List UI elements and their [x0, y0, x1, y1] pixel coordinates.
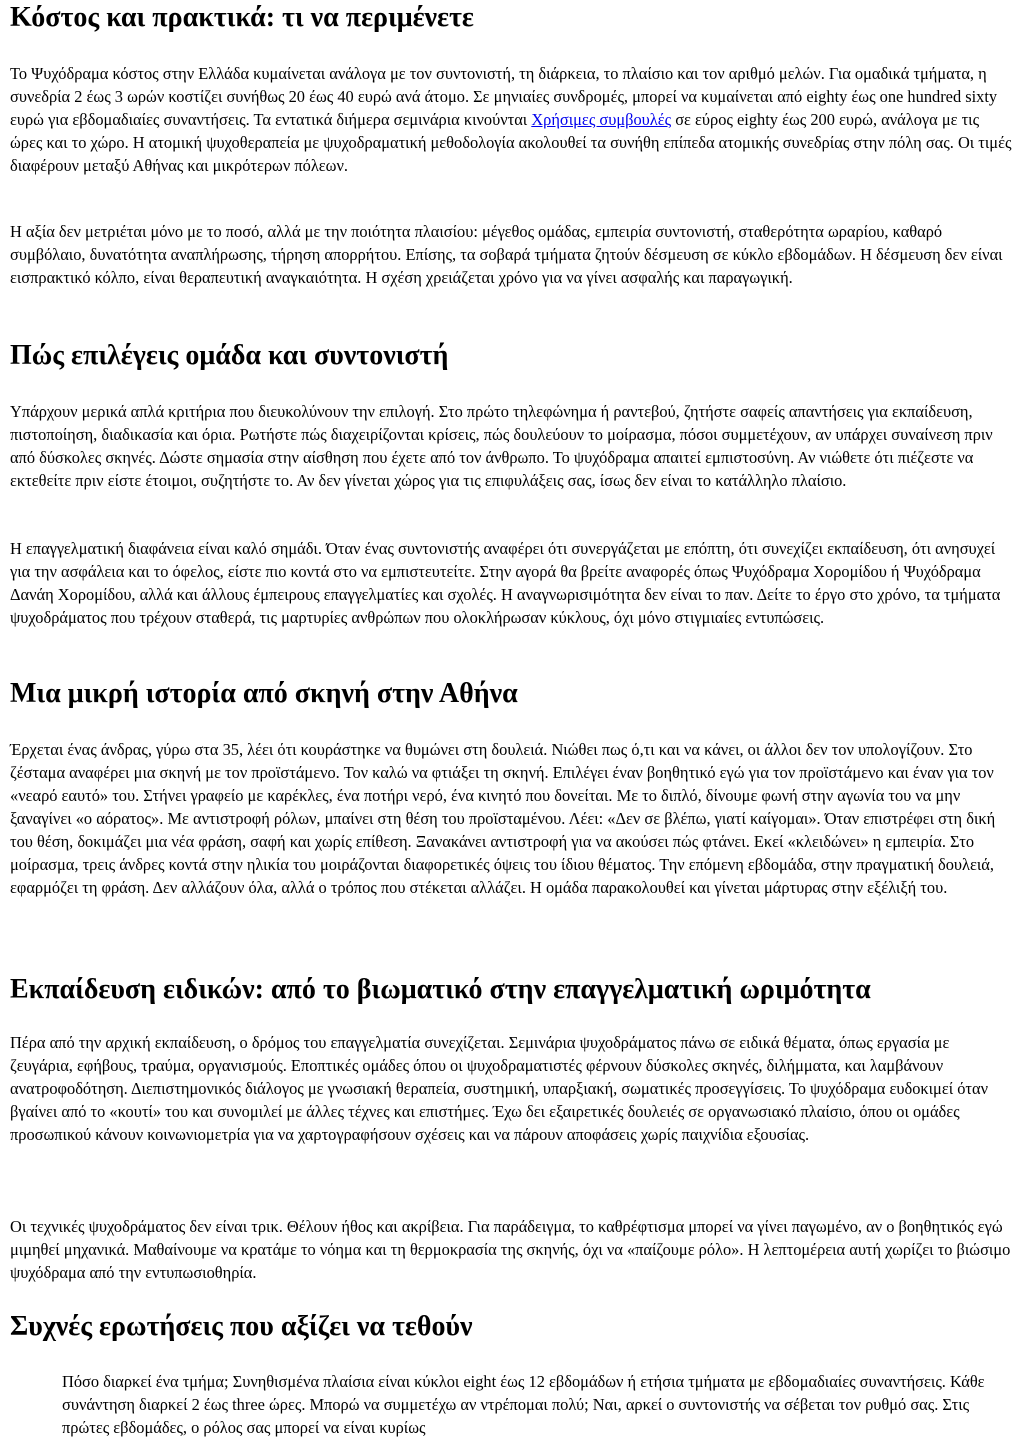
paragraph-training-2: Οι τεχνικές ψυχοδράματος δεν είναι τρικ. Θέλουν ήθος και ακρίβεια. Για παράδειγμα, το καθρέφτισμα μπορεί να γίνει παγωμένο, αν ο βοηθητικός εγώ μιμηθεί μηχανικά. Μαθαίνουμε να κρατάμε το νόημα και τη θερμοκρασία της σκηνής, όχι να «παίζουμε ρόλο». Η λεπτομέρεια αυτή χωρίζει το βιώσιμο ψυχόδραμα από την εντυπωσιοθηρία. [10, 1217, 1011, 1282]
paragraph-cost-1 [10, 62, 1014, 177]
paragraph-choose-2: Η επαγγελματική διαφάνεια είναι καλό σημάδι. Όταν ένας συντονιστής αναφέρει ότι συνεργάζεται με επόπτη, ότι συνεχίζει εκπαίδευση, ότι ανησυχεί για την ασφάλεια και το όφελος, είστε πιο κοντά στο να εμπιστευτείτε. Στην αγορά θα βρείτε αναφορές όπως Ψυχόδραμα Χορομίδου ή Ψυχόδραμα Δανάη Χορομίδου, αλλά και άλλους έμπειρους επαγγελματίες και σχολές. Η αναγνωρισιμότητα δεν είναι το παν. Δείτε το έργο στο χρόνο, τα τμήματα ψυχοδράματος που τρέχουν σταθερά, τις μαρτυρίες ανθρώπων που ολοκλήρωσαν κύκλους, όχι μόνο στιγμιαίες εντυπώσεις. [10, 539, 1001, 627]
paragraph-cost-2: Η αξία δεν μετριέται μόνο με το ποσό, αλλά με την ποιότητα πλαισίου: μέγεθος ομάδας, εμπειρία συντονιστή, σταθερότητα ωραρίου, καθαρό συμβόλαιο, δυνατότητα αναπλήρωσης, τήρηση απορρήτου. Επίσης, τα σοβαρά τμήματα ζητούν δέσμευση σε κύκλο εβδομάδων. Η δέσμευση δεν είναι εισπρακτικό κόλπο, είναι θεραπευτική αναγκαιότητα. Η σχέση χρειάζεται χρόνο για να γίνει ασφαλής και παραγωγική. [10, 222, 1003, 287]
section-heading-story: Μια μικρή ιστορία από σκηνή στην Αθήνα [10, 678, 518, 709]
paragraph-story-1: Έρχεται ένας άνδρας, γύρω στα 35, λέει ότι κουράστηκε να θυμώνει στη δουλειά. Νιώθει πως ό,τι και να κάνει, οι άλλοι δεν τον υπολογίζουν. Στο ζέσταμα αναφέρει μια σκηνή με τον προϊστάμενο. Τον καλώ να φτιάξει τη σκηνή. Επιλέγει έναν βοηθητικό εγώ για τον προϊστάμενο και έναν για τον «νεαρό εαυτό» του. Στήνει γραφείο με καρέκλες, ένα ποτήρι νερό, ένα κινητό που δονείται. Με το διπλό, δίνουμε φωνή στην αγωνία του να μην ξαναγίνει «ο αόρατος». Με αντιστροφή ρόλων, μπαίνει στη θέση του προϊσταμένου. Λέει: «Δεν σε βλέπω, γιατί καίγομαι». Όταν επιστρέφει στη δική του θέση, δοκιμάζει μια νέα φράση, σαφή και χωρίς επίθεση. Ξανακάνει αντιστροφή για να ακούσει πώς φτάνει. Εκεί «κλειδώνει» η εμπειρία. Στο μοίρασμα, τρεις άνδρες κοντά στην ηλικία του μοιράζονται διαφορετικές όψεις του ίδιου θέματος. Την επόμενη εβδομάδα, στην πραγματική δουλειά, εφαρμόζει τη φράση. Δεν αλλάζουν όλα, αλλά ο τρόπος που στέκεται αλλάζει. Η ομάδα παρακολουθεί και γίνεται μάρτυρας στην εξέλιξή του. [10, 740, 996, 897]
section-heading-cost: Κόστος και πρακτικά: τι να περιμένετε [10, 2, 474, 33]
section-heading-choose: Πώς επιλέγεις ομάδα και συντονιστή [10, 340, 449, 371]
paragraph-training-1: Πέρα από την αρχική εκπαίδευση, ο δρόμος του επαγγελματία συνεχίζεται. Σεμινάρια ψυχοδράματος πάνω σε ειδικά θέματα, όπως εργασία με ζευγάρια, εφήβους, τραύμα, οργανισμούς. Εποπτικές ομάδες όπου οι ψυχοδραματιστές φέρνουν δύσκολες σκηνές, διλήμματα, και λαμβάνουν ανατροφοδότηση. Διεπιστημονικός διάλογος με γνωσιακή θεραπεία, συστημική, υπαρξιακή, σωματικές προσεγγίσεις. Το ψυχόδραμα ευδοκιμεί όταν βγαίνει από το «κουτί» του και συνομιλεί με άλλες τέχνες και επιστήμες. Έχω δει εξαιρετικές δουλειές σε οργανωσιακό πλαίσιο, όπου οι ομάδες προσωπικού κάνουν κοινωνιομετρία για να χαρτογραφήσουν σχέσεις και να πάρουν αποφάσεις χωρίς παιχνίδια εξουσίας. [10, 1033, 989, 1144]
useful-tips-link[interactable]: Χρήσιμες συμβουλές [531, 110, 672, 129]
paragraph-choose-1: Υπάρχουν μερικά απλά κριτήρια που διευκολύνουν την επιλογή. Στο πρώτο τηλεφώνημα ή ραντεβού, ζητήστε σαφείς απαντήσεις για εκπαίδευση, πιστοποίηση, διαδικασία και όρια. Ρωτήστε πώς διαχειρίζονται κρίσεις, πώς δουλεύουν το μοίρασμα, πόσοι συμμετέχουν, αν υπάρχει συναίνεση πριν από δύσκολες σκηνές. Δώστε σημασία στην αίσθηση που έχετε από τον άνθρωπο. Το ψυχόδραμα απαιτεί εμπιστοσύνη. Αν νιώθετε ότι πιέζεστε να εκτεθείτε πριν είστε έτοιμοι, συζητήστε το. Αν δεν γίνεται χώρος για τις επιφυλάξεις σας, ίσως δεν είναι το κατάλληλο πλαίσιο. [10, 402, 993, 490]
paragraph-cost-1-text-a: Το Ψυχόδραμα κόστος στην Ελλάδα κυμαίνεται ανάλογα με τον συντονιστή, τη διάρκεια, το πλαίσιο και τον αριθμό μελών. Για ομαδικά τμήματα, η συνεδρία 2 έως 3 ωρών κοστίζει συνήθως 20 έως 40 ευρώ ανά άτομο. Σε μηνιαίες συνδρομές, μπορεί να κυμαίνεται από eighty έως one hundred sixty ευρώ για εβδομαδιαίες συναντήσεις. Τα εντατικά διήμερα σεμινάρια κινούνται [10, 64, 998, 129]
paragraph-cost-1-text-b: σε εύρος eighty έως 200 ευρώ, ανάλογα με τις ώρες και το χώρο. Η ατομική ψυχοθεραπεία με ψυχοδραματική μεθοδολογία ακολουθεί τα συνήθη επίπεδα ατομικής συνεδρίας στην πόλη σας. Οι τιμές διαφέρουν μεταξύ Αθήνας και μικρότερων πόλεων. [10, 110, 1012, 175]
section-heading-faq: Συχνές ερωτήσεις που αξίζει να τεθούν [10, 1311, 473, 1342]
faq-blockquote: Πόσο διαρκεί ένα τμήμα; Συνηθισμένα πλαίσια είναι κύκλοι eight έως 12 εβδομάδων ή ετήσια τμήματα με εβδομαδιαίες συναντήσεις. Κάθε συνάντηση διαρκεί 2 έως three ώρες. Μπορώ να συμμετέχω αν ντρέπομαι πολύ; Ναι, αρκεί ο συντονιστής να σέβεται τον ρυθμό σας. Στις πρώτες εβδομάδες, ο ρόλος σας μπορεί να είναι κυρίως [62, 1372, 985, 1437]
section-heading-training: Εκπαίδευση ειδικών: από το βιωματικό στην επαγγελματική ωριμότητα [10, 974, 871, 1005]
